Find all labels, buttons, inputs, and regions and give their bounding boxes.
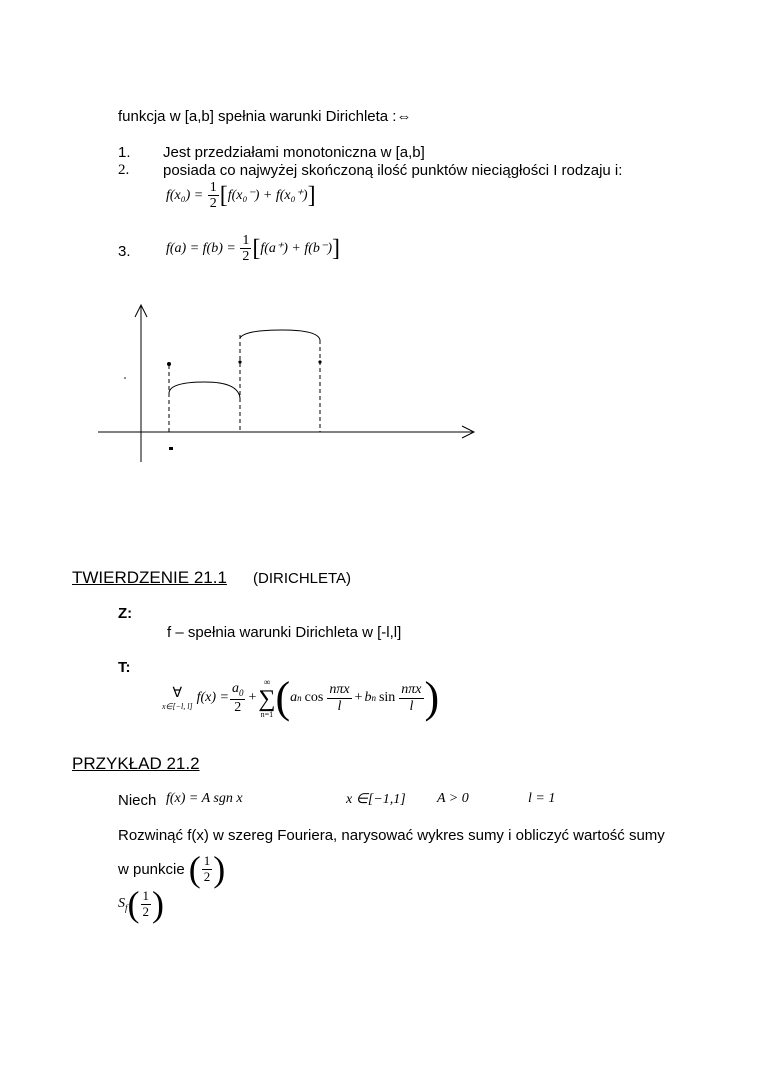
point-marker <box>238 360 241 363</box>
endpoint-formula: f(a) = f(b) = $\frac{1}{2}$ [f(a⁺) + f(b⁻)] <box>166 233 340 265</box>
theorem-subtitle: (DIRICHLETA) <box>253 570 352 587</box>
example-niech: Niech <box>118 792 157 809</box>
task-line-1: Rozwinąć f(x) w szereg Fouriera, narysować wykres sumy i obliczyć wartość sumy <box>118 827 665 844</box>
domain-interval: x ∈[−1,1] <box>346 792 406 807</box>
jump-average-formula: f(x₀) = $\frac{1}{2}$ [f(x₀⁻) + f(x₀⁺)] <box>166 180 316 212</box>
npx-over-l: $\frac{\text{nπx}}{l}$ <box>401 682 422 714</box>
half-fraction: $\frac{1}{2}$ <box>242 233 250 265</box>
example-title: PRZYKŁAD 21.2 <box>72 754 200 773</box>
npx-over-l: $\frac{\text{nπx}}{l}$ <box>329 682 350 714</box>
condition-number: 3. <box>118 243 131 260</box>
sum-at-one-half: S $_f$ ( $\frac{1}{2}$ ) <box>118 884 165 924</box>
a0-over-2: $\frac{a_0}{2}$ <box>231 680 244 715</box>
point-one-half: ( $\frac{1}{2}$ ) <box>188 849 226 889</box>
sign-function-definition: f(x) = A sgn x <box>166 791 243 806</box>
condition-number: 1. <box>118 144 131 161</box>
task-line-2: w punkcie ( $\frac{1}{2}$ ) <box>118 849 226 889</box>
condition-2-text: posiada co najwyżej skończoną ilość punktów nieciągłości I rodzaju i: <box>163 162 623 179</box>
intro-text: funkcja w [a,b] spełnia warunki Dirichleta : <box>118 108 397 125</box>
assumption-label: Z: <box>118 605 133 622</box>
condition-1-text: Jest przedziałami monotoniczna w [a,b] <box>163 144 425 161</box>
dirichlet-sketch-graph <box>0 0 760 520</box>
half-fraction: $\frac{1}{2}$ <box>209 180 217 212</box>
summation: ∞ ∑ n=1 <box>258 676 276 719</box>
theorem-title: TWIERDZENIE 21.1 <box>72 568 227 587</box>
upper-arc <box>240 330 320 340</box>
point-marker <box>169 447 173 450</box>
l-value: l = 1 <box>528 791 556 806</box>
thesis-label: T: <box>118 659 131 676</box>
point-marker <box>167 362 171 366</box>
condition-number: 2. <box>118 162 130 178</box>
point-marker <box>124 377 126 379</box>
assumption-text: f – spełnia warunki Dirichleta w [-l,l] <box>167 624 402 641</box>
a-positive: A > 0 <box>437 791 469 806</box>
point-marker <box>318 360 321 363</box>
lower-arc <box>169 382 240 398</box>
iff-symbol: ⇔ <box>396 108 412 125</box>
fourier-series-formula: ∀ x∈[−l, l] f(x) = $\frac{a_0}{2}$ + ∞ ∑ n=1 ( a n cos $\frac{\text{nπx}}{l}$ + b n sin $\frac{\text{nπx}}{l}$ ) <box>162 673 440 722</box>
forall-quantifier: ∀ x∈[−l, l] <box>162 686 193 711</box>
